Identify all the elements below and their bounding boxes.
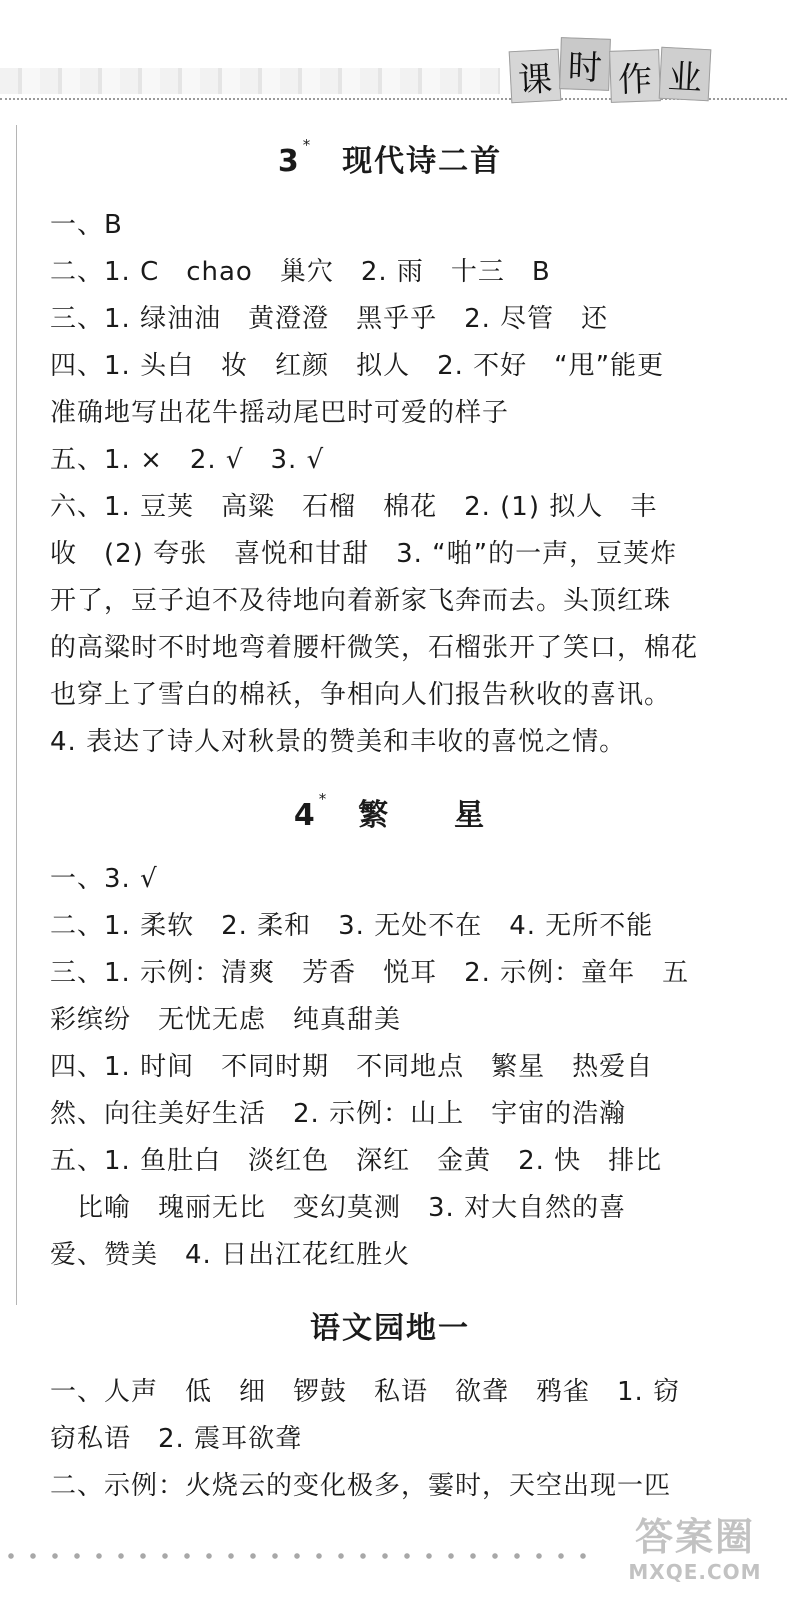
answer-line: 一、3. √ — [50, 864, 158, 894]
answer-line: 五、1. 鱼肚白 淡红色 深红 金黄 2. 快 排比 — [50, 1146, 663, 1176]
header-tag-char: 时 — [559, 37, 611, 91]
answer-line: 三、1. 绿油油 黄澄澄 黑乎乎 2. 尽管 还 — [50, 304, 609, 334]
answer-line: 开了，豆子迫不及待地向着新家飞奔而去。头顶红珠 — [50, 586, 672, 616]
answer-line: 一、人声 低 细 锣鼓 私语 欲聋 鸦雀 1. 窃 — [50, 1377, 681, 1407]
answer-line: 收 (2) 夸张 喜悦和甘甜 3. “啪”的一声，豆荚炸 — [50, 539, 678, 569]
answer-line: 比喻 瑰丽无比 变幻莫测 3. 对大自然的喜 — [50, 1193, 627, 1223]
section-title-text: 繁 星 — [358, 798, 487, 833]
answer-line: 窃私语 2. 震耳欲聋 — [50, 1424, 303, 1454]
header-tag-char: 课 — [509, 49, 562, 104]
answer-line: 二、示例：火烧云的变化极多，霎时，天空出现一匹 — [50, 1471, 672, 1501]
section-number: 3 — [277, 144, 301, 179]
section-mark: * — [302, 136, 313, 154]
answer-line: 五、1. × 2. √ 3. √ — [50, 445, 325, 475]
answer-line: 彩缤纷 无忧无虑 纯真甜美 — [50, 1005, 402, 1035]
watermark-logo — [615, 1515, 775, 1590]
header-tag — [510, 38, 710, 101]
answer-line: 二、1. C chao 巢穴 2. 雨 十三 B — [50, 257, 551, 287]
header-tag-char: 作 — [609, 49, 661, 103]
bottom-dotted-border — [0, 1548, 600, 1564]
answer-line: 六、1. 豆荚 高粱 石榴 棉花 2. (1) 拟人 丰 — [50, 492, 658, 522]
watermark-url: MXQE.COM — [628, 1560, 762, 1584]
answer-line: 二、1. 柔软 2. 柔和 3. 无处不在 4. 无所不能 — [50, 911, 654, 941]
answer-line: 四、1. 头白 妆 红颜 拟人 2. 不好 “甩”能更 — [50, 351, 665, 381]
left-margin-line — [16, 125, 17, 1305]
section-title-text: 语文园地一 — [310, 1311, 470, 1346]
answer-line: 然、向往美好生活 2. 示例：山上 宇宙的浩瀚 — [50, 1099, 627, 1129]
header-tag-char: 业 — [659, 47, 712, 102]
answer-line: 准确地写出花牛摇动尾巴时可爱的样子 — [50, 398, 510, 428]
answer-line: 也穿上了雪白的棉袄，争相向人们报告秋收的喜讯。 — [50, 680, 672, 710]
answer-line: 的高粱时不时地弯着腰杆微笑，石榴张开了笑口，棉花 — [50, 633, 699, 663]
section-number: 4 — [293, 798, 317, 833]
answer-line: 四、1. 时间 不同时期 不同地点 繁星 热爱自 — [50, 1052, 654, 1082]
answer-line: 爱、赞美 4. 日出江花红胜火 — [50, 1240, 411, 1270]
section-title — [50, 1303, 730, 1347]
section-title — [50, 136, 730, 180]
section-title — [50, 790, 730, 834]
watermark-text: 答案圈 — [634, 1515, 755, 1559]
answer-content — [50, 130, 730, 1510]
section-mark: * — [318, 790, 329, 808]
answer-line: 4. 表达了诗人对秋景的赞美和丰收的喜悦之情。 — [50, 727, 627, 757]
top-decorative-band — [0, 68, 500, 94]
answer-line: 一、B — [50, 210, 123, 240]
section-title-text: 现代诗二首 — [342, 144, 503, 179]
answer-line: 三、1. 示例：清爽 芳香 悦耳 2. 示例：童年 五 — [50, 958, 690, 988]
